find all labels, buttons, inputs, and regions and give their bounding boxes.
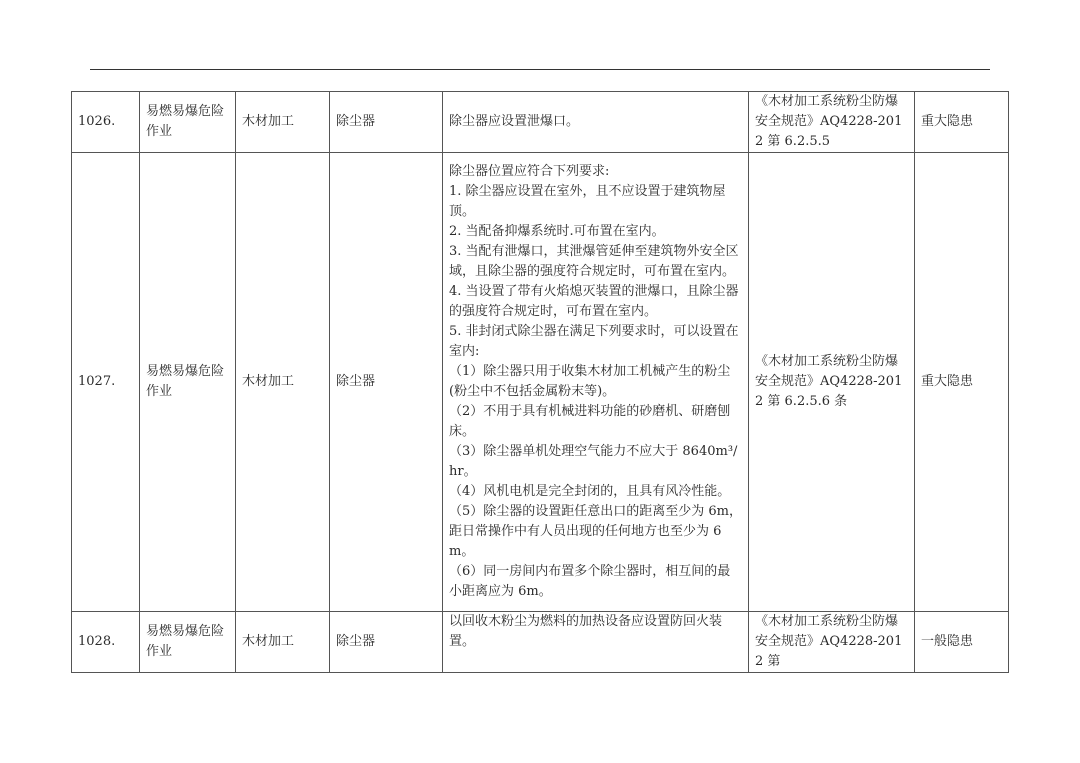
- hazard-category: 易燃易爆危险作业: [140, 612, 236, 673]
- requirement-text: [443, 92, 749, 153]
- row-number: 1028.: [72, 612, 140, 673]
- requirement-line: 5. 非封闭式除尘器在满足下列要求时，可以设置在室内:: [449, 324, 739, 359]
- table-row: [72, 612, 1009, 673]
- requirement-text: [443, 612, 749, 673]
- requirement-line: （4）风机电机是完全封闭的，且具有风冷性能。: [449, 484, 731, 499]
- table-row: [72, 153, 1009, 612]
- requirement-line: 除尘器位置应符合下列要求:: [449, 164, 610, 179]
- regulation-basis: 《木材加工系统粉尘防爆安全规范》AQ4228-2012 第: [749, 612, 915, 673]
- requirement-line: 以回收木粉尘为燃料的加热设备应设置防回火装置。: [449, 614, 723, 649]
- requirement-line: （5）除尘器的设置距任意出口的距离至少为 6m，距日常操作中有人员出现的任何地方也至少为 6m。: [449, 504, 743, 559]
- requirement-line: 2. 当配备抑爆系统时.可布置在室内。: [449, 224, 665, 239]
- hazard-level: 重大隐患: [915, 92, 1009, 153]
- header-rule: [90, 69, 990, 70]
- process-name: 木材加工: [236, 92, 330, 153]
- row-number: 1027.: [72, 153, 140, 612]
- process-name: 木材加工: [236, 153, 330, 612]
- requirement-line: 3. 当配有泄爆口，其泄爆管延伸至建筑物外安全区域，且除尘器的强度符合规定时，可布置在室内。: [449, 244, 739, 279]
- regulation-basis: 《木材加工系统粉尘防爆安全规范》AQ4228-2012 第 6.2.5.5: [749, 92, 915, 153]
- requirement-line: 4. 当设置了带有火焰熄灭装置的泄爆口，且除尘器的强度符合规定时，可布置在室内。: [449, 284, 739, 319]
- requirement-line: （1）除尘器只用于收集木材加工机械产生的粉尘(粉尘中不包括金属粉末等)。: [449, 364, 731, 399]
- equipment-name: 除尘器: [330, 612, 443, 673]
- requirement-line: 1. 除尘器应设置在室外，且不应设置于建筑物屋顶。: [449, 184, 726, 219]
- equipment-name: 除尘器: [330, 92, 443, 153]
- requirement-line: （2）不用于具有机械进料功能的砂磨机、研磨刨床。: [449, 404, 731, 439]
- requirement-text: [443, 153, 749, 612]
- row-number: 1026.: [72, 92, 140, 153]
- hazard-category: 易燃易爆危险作业: [140, 153, 236, 612]
- equipment-name: 除尘器: [330, 153, 443, 612]
- hazard-level: 重大隐患: [915, 153, 1009, 612]
- hazard-category: 易燃易爆危险作业: [140, 92, 236, 153]
- table-row: [72, 92, 1009, 153]
- process-name: 木材加工: [236, 612, 330, 673]
- requirement-line: （6）同一房间内布置多个除尘器时，相互间的最小距离应为 6m。: [449, 564, 731, 599]
- regulation-basis: 《木材加工系统粉尘防爆安全规范》AQ4228-2012 第 6.2.5.6 条: [749, 153, 915, 612]
- hazard-table: [71, 91, 1009, 673]
- hazard-level: 一般隐患: [915, 612, 1009, 673]
- requirement-line: 除尘器应设置泄爆口。: [449, 114, 580, 129]
- requirement-line: （3）除尘器单机处理空气能力不应大于 8640m³/hr。: [449, 444, 738, 479]
